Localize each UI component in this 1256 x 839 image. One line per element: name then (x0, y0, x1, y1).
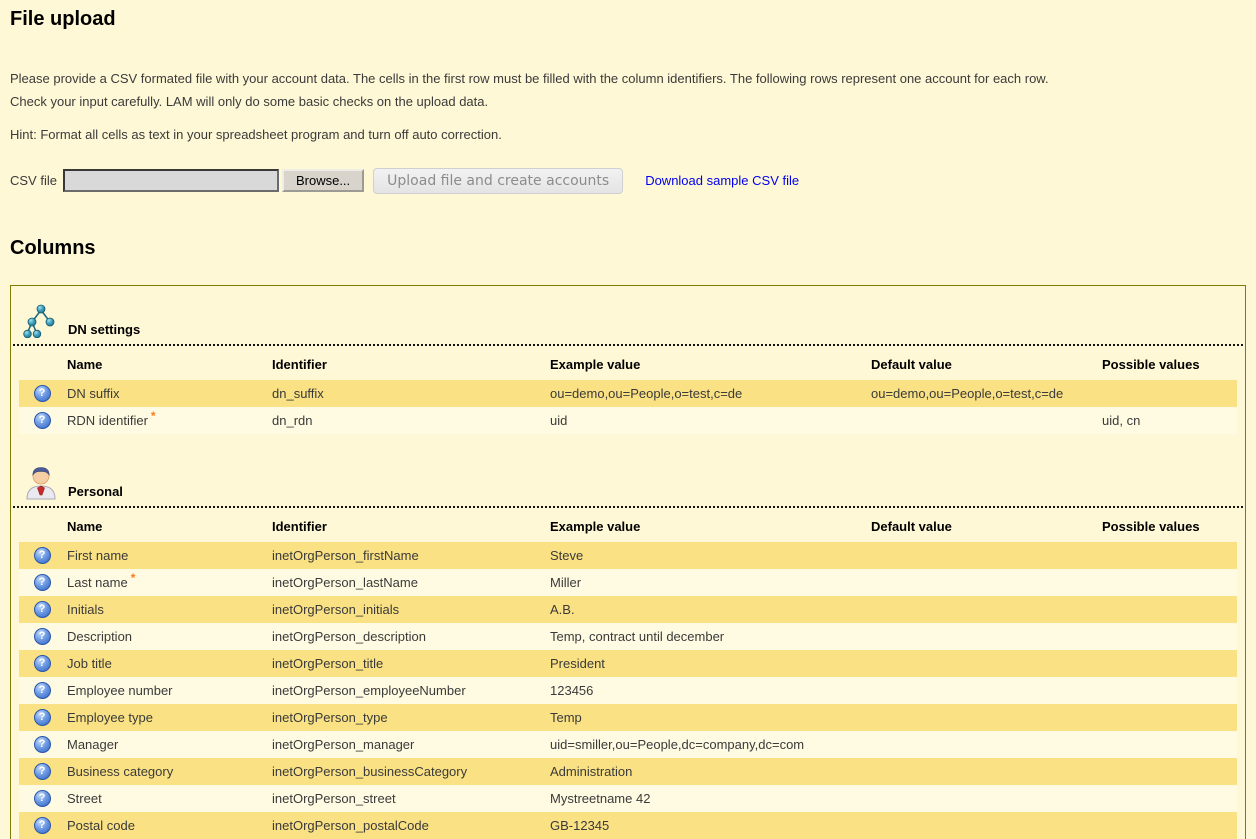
cell-name: Job title (67, 656, 112, 671)
cell-default-value (869, 650, 1100, 677)
column-header-possible-values: Possible values (1102, 519, 1200, 534)
cell-example-value: Miller (550, 575, 582, 590)
intro-line-1: Please provide a CSV formated file with your account data. The cells in the first row must be filled with the column identifiers. The following rows represent one account for each row. (10, 71, 1049, 86)
help-icon[interactable]: ? (34, 655, 51, 672)
cell-default-value (869, 731, 1100, 758)
table-row (19, 407, 1237, 434)
cell-possible-values (1100, 569, 1237, 596)
table-row (19, 785, 1237, 812)
help-icon[interactable]: ? (34, 547, 51, 564)
cell-example-value: A.B. (550, 602, 575, 617)
columns-heading: Columns (10, 237, 96, 259)
cell-identifier: inetOrgPerson_street (272, 791, 396, 806)
table-row (19, 596, 1237, 623)
cell-example-value: ou=demo,ou=People,o=test,c=de (550, 386, 743, 401)
column-header-spacer (19, 512, 65, 542)
cell-identifier: inetOrgPerson_employeeNumber (272, 683, 466, 698)
table-row (19, 677, 1237, 704)
cell-example-value: 123456 (550, 683, 594, 698)
cell-default-value (869, 542, 1100, 569)
cell-example-value: uid (550, 413, 568, 428)
table-row (19, 542, 1237, 569)
cell-identifier: inetOrgPerson_type (272, 710, 388, 725)
section-title: DN settings (68, 322, 141, 337)
cell-identifier: inetOrgPerson_initials (272, 602, 400, 617)
table-row (19, 704, 1237, 731)
cell-possible-values: uid, cn (1102, 413, 1141, 428)
columns-table (19, 350, 1237, 434)
cell-possible-values (1100, 785, 1237, 812)
table-row (19, 569, 1237, 596)
cell-default-value (869, 596, 1100, 623)
column-header-example-value: Example value (550, 357, 641, 372)
person-icon (23, 464, 59, 500)
cell-identifier: inetOrgPerson_postalCode (272, 818, 429, 833)
page-title: File upload (10, 8, 116, 30)
section-header (13, 434, 1243, 508)
cell-name: Postal code (67, 818, 135, 833)
required-asterisk: * (130, 570, 136, 585)
csv-upload-row (10, 167, 1246, 194)
hint-text: Hint: Format all cells as text in your spreadsheet program and turn off auto correction. (10, 127, 502, 142)
cell-possible-values (1100, 542, 1237, 569)
csv-file-label: CSV file (10, 173, 57, 188)
column-header-default-value: Default value (871, 519, 952, 534)
cell-possible-values (1100, 677, 1237, 704)
cell-identifier: inetOrgPerson_businessCategory (272, 764, 468, 779)
column-header-name: Name (67, 357, 103, 372)
cell-identifier: dn_suffix (272, 386, 324, 401)
intro-line-2: Check your input carefully. LAM will only do some basic checks on the upload data. (10, 94, 489, 109)
column-header-identifier: Identifier (272, 519, 327, 534)
help-icon[interactable]: ? (34, 763, 51, 780)
cell-example-value: Temp (550, 710, 582, 725)
table-header-row (19, 512, 1237, 542)
help-icon[interactable]: ? (34, 628, 51, 645)
table-row (19, 758, 1237, 785)
cell-default-value (869, 704, 1100, 731)
cell-default-value (869, 407, 1100, 434)
cell-default-value (869, 812, 1100, 839)
cell-name: Last name * (67, 570, 136, 590)
column-section (13, 286, 1243, 434)
required-asterisk: * (150, 408, 156, 423)
cell-name: Manager (67, 737, 119, 752)
column-header-possible-values: Possible values (1102, 357, 1200, 372)
csv-file-input[interactable] (63, 169, 364, 192)
cell-possible-values (1100, 380, 1237, 407)
cell-possible-values (1100, 623, 1237, 650)
column-header-spacer (19, 350, 65, 380)
section-title: Personal (68, 484, 123, 499)
help-icon[interactable]: ? (34, 601, 51, 618)
tree-icon (23, 302, 59, 338)
section-header (13, 286, 1243, 346)
cell-name: Description (67, 629, 133, 644)
cell-name: Employee type (67, 710, 153, 725)
cell-possible-values (1100, 650, 1237, 677)
cell-default-value (869, 758, 1100, 785)
cell-name: Street (67, 791, 102, 806)
upload-button[interactable]: Upload file and create accounts (373, 168, 623, 194)
cell-possible-values (1100, 596, 1237, 623)
csv-file-input-text[interactable] (63, 169, 279, 192)
cell-possible-values (1100, 731, 1237, 758)
cell-example-value: Steve (550, 548, 584, 563)
cell-name: First name (67, 548, 129, 563)
table-header-row (19, 350, 1237, 380)
table-row (19, 623, 1237, 650)
help-icon[interactable]: ? (34, 709, 51, 726)
cell-identifier: inetOrgPerson_manager (272, 737, 415, 752)
table-row (19, 380, 1237, 407)
column-header-identifier: Identifier (272, 357, 327, 372)
cell-identifier: dn_rdn (272, 413, 313, 428)
cell-default-value: ou=demo,ou=People,o=test,c=de (871, 386, 1064, 401)
cell-possible-values (1100, 758, 1237, 785)
cell-example-value: Mystreetname 42 (550, 791, 651, 806)
cell-identifier: inetOrgPerson_firstName (272, 548, 419, 563)
help-icon[interactable]: ? (34, 790, 51, 807)
download-sample-csv-link[interactable]: Download sample CSV file (645, 173, 800, 188)
columns-table (19, 512, 1237, 839)
cell-example-value: GB-12345 (550, 818, 610, 833)
help-icon[interactable]: ? (34, 817, 51, 834)
cell-name: Employee number (67, 683, 173, 698)
help-icon[interactable]: ? (34, 574, 51, 591)
column-section (13, 434, 1243, 839)
help-icon[interactable]: ? (34, 385, 51, 402)
cell-example-value: uid=smiller,ou=People,dc=company,dc=com (550, 737, 805, 752)
columns-box (10, 285, 1246, 839)
intro-text (10, 67, 1246, 113)
cell-default-value (869, 677, 1100, 704)
cell-default-value (869, 569, 1100, 596)
cell-name: Initials (67, 602, 104, 617)
help-icon[interactable]: ? (34, 682, 51, 699)
cell-example-value: Temp, contract until december (550, 629, 725, 644)
cell-name: DN suffix (67, 386, 120, 401)
cell-example-value: Administration (550, 764, 633, 779)
cell-example-value: President (550, 656, 605, 671)
column-header-default-value: Default value (871, 357, 952, 372)
cell-name: RDN identifier * (67, 408, 156, 428)
cell-identifier: inetOrgPerson_title (272, 656, 384, 671)
browse-button[interactable]: Browse... (282, 169, 364, 192)
help-icon[interactable]: ? (34, 412, 51, 429)
cell-default-value (869, 785, 1100, 812)
table-row (19, 650, 1237, 677)
cell-identifier: inetOrgPerson_lastName (272, 575, 418, 590)
column-header-name: Name (67, 519, 103, 534)
table-row (19, 731, 1237, 758)
cell-default-value (869, 623, 1100, 650)
column-header-example-value: Example value (550, 519, 641, 534)
cell-possible-values (1100, 704, 1237, 731)
cell-name: Business category (67, 764, 174, 779)
cell-possible-values (1100, 812, 1237, 839)
cell-identifier: inetOrgPerson_description (272, 629, 426, 644)
table-row (19, 812, 1237, 839)
help-icon[interactable]: ? (34, 736, 51, 753)
